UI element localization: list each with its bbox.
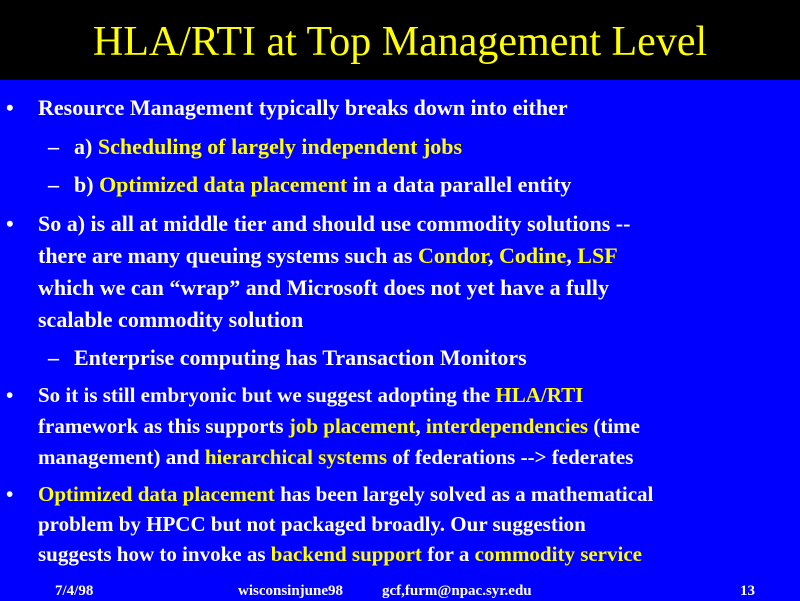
bullet-4-line-2: problem by HPCC but not packaged broadly. Our suggestion (38, 512, 586, 536)
bullet-marker: • (6, 383, 14, 407)
dash-marker: – (48, 345, 59, 370)
bullet-1-line: Resource Management typically breaks down into either (38, 95, 568, 120)
bullet-2-line-4: scalable commodity solution (38, 307, 304, 332)
bullet-3-line-1: So it is still embryonic but we suggest adopting the HLA/RTI (38, 383, 584, 407)
bullet-1-sub-b: b) Optimized data placement in a data parallel entity (74, 172, 572, 197)
footer-date: 7/4/98 (55, 583, 94, 599)
footer-page-number: 13 (740, 583, 755, 599)
slide-title: HLA/RTI at Top Management Level (92, 19, 708, 65)
dash-marker: – (48, 172, 59, 197)
bullet-marker: • (6, 95, 14, 120)
bullet-2-line-2: there are many queuing systems such as Condor, Codine, LSF (38, 243, 618, 268)
dash-marker: – (48, 134, 59, 159)
bullet-2-line-1: So a) is all at middle tier and should use commodity solutions -- (38, 211, 631, 236)
footer-email: gcf,furm@npac.syr.edu (382, 583, 532, 599)
bullet-marker: • (6, 211, 14, 236)
bullet-4-line-3: suggests how to invoke as backend support for a commodity service (38, 542, 642, 566)
bullet-3-line-3: management) and hierarchical systems of federations --> federates (38, 445, 634, 469)
bullet-2-sub: Enterprise computing has Transaction Monitors (74, 345, 527, 370)
bullet-4-line-1: Optimized data placement has been largely solved as a mathematical (38, 482, 654, 506)
bullet-2-line-3: which we can “wrap” and Microsoft does not yet have a fully (38, 275, 609, 300)
bullet-1-sub-a: a) Scheduling of largely independent jobs (74, 134, 463, 159)
bullet-marker: • (6, 482, 14, 506)
footer-file: wisconsinjune98 (238, 583, 344, 599)
bullet-3-line-2: framework as this supports job placement, interdependencies (time (38, 414, 640, 438)
